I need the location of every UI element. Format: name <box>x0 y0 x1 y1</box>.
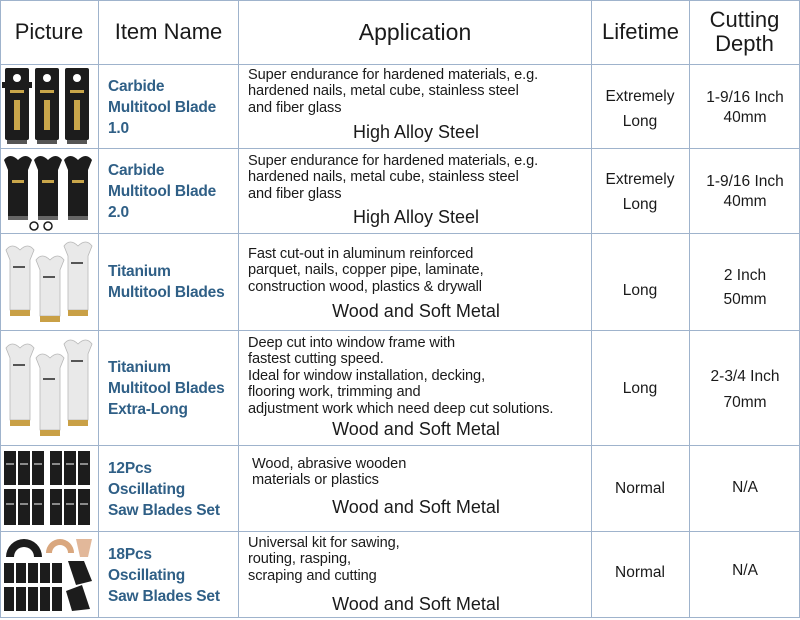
black-carbide-blades-v2-icon <box>2 150 96 232</box>
application-text: Super endurance for hardened materials, e.g. hardened nails, metal cube, stainless steel and fiber glass <box>248 153 539 202</box>
item-name-cell <box>108 151 236 231</box>
application-text: Super endurance for hardened materials, e.g. hardened nails, metal cube, stainless steel and fiber glass <box>248 67 539 116</box>
depth-line1: 1-9/16 Inch <box>706 173 784 190</box>
black-carbide-blades-icon <box>2 66 96 146</box>
item-name-line1: Titanium <box>108 263 171 280</box>
lifetime-line2: Long <box>622 196 658 213</box>
lifetime-line1: Extremely <box>605 171 675 188</box>
header-cutting-depth-line2: Depth <box>715 31 774 56</box>
lifetime-line1: Normal <box>615 480 665 497</box>
lifetime-value <box>592 84 688 134</box>
header-picture: Picture <box>14 19 84 44</box>
application-text: Deep cut into window frame with fastest cutting speed. Ideal for window installation, decking, flooring work, trimming and adjustment work which need deep cut solutions. <box>248 335 554 417</box>
lifetime-line1: Long <box>622 380 658 397</box>
item-name-cell <box>108 449 236 529</box>
material-label: Wood and Soft Metal <box>332 419 500 439</box>
item-name-line3: 2.0 <box>108 203 129 221</box>
item-name-cell <box>108 68 236 146</box>
item-name-line2: Multitool Blades <box>108 284 225 301</box>
item-name-line2: Multitool Blades <box>108 379 225 397</box>
depth-line2: 40mm <box>723 193 767 210</box>
item-name-cell <box>108 236 236 328</box>
lifetime-value <box>592 476 688 501</box>
cutting-depth-value <box>690 559 800 583</box>
lifetime-line1: Normal <box>615 564 665 581</box>
header-lifetime: Lifetime <box>601 19 680 44</box>
depth-line2: 70mm <box>723 394 767 411</box>
titanium-blades-icon <box>2 236 96 328</box>
material-label: Wood and Soft Metal <box>332 497 500 517</box>
item-name-line2: Multitool Blade <box>108 98 217 116</box>
item-name-cell <box>108 535 236 615</box>
lifetime-value <box>592 376 688 401</box>
item-name-line2: Oscillating <box>108 566 186 584</box>
item-name-line3: Saw Blades Set <box>108 587 220 605</box>
cutting-depth-value <box>690 364 800 416</box>
cutting-depth-value <box>690 264 800 312</box>
header-application: Application <box>358 19 472 45</box>
item-name-line3: Saw Blades Set <box>108 501 220 519</box>
header-cutting-depth-line1: Cutting <box>709 7 780 32</box>
item-name-line1: Carbide <box>108 161 165 179</box>
depth-line1: N/A <box>732 562 758 579</box>
material-label: Wood and Soft Metal <box>332 594 500 614</box>
depth-line1: 2-3/4 Inch <box>710 368 780 385</box>
blade-set-18-icon <box>2 535 96 615</box>
titanium-long-blades-icon <box>2 334 96 442</box>
item-name-line1: 12Pcs <box>108 459 152 477</box>
depth-line1: 2 Inch <box>723 267 767 284</box>
lifetime-value <box>592 560 688 585</box>
cutting-depth-value <box>690 172 800 212</box>
header-cutting-depth <box>690 0 799 64</box>
item-name-line3: Extra-Long <box>108 400 188 418</box>
depth-line2: 50mm <box>723 291 767 308</box>
item-name-line1: 18Pcs <box>108 545 152 563</box>
blade-set-12-icon <box>2 449 96 529</box>
lifetime-value <box>592 167 688 217</box>
application-text: Wood, abrasive wooden materials or plastics <box>252 456 407 489</box>
material-label: High Alloy Steel <box>352 207 480 227</box>
cutting-depth-value <box>690 88 800 128</box>
application-text: Universal kit for sawing, routing, rasping, scraping and cutting <box>248 535 400 584</box>
lifetime-value <box>592 278 688 303</box>
depth-line1: N/A <box>732 479 758 496</box>
item-name-cell <box>108 334 236 442</box>
header-item-name: Item Name <box>114 19 223 44</box>
item-name-line1: Titanium <box>108 358 171 376</box>
item-name-line2: Multitool Blade <box>108 182 217 200</box>
cutting-depth-value <box>690 476 800 500</box>
lifetime-line1: Long <box>622 282 658 299</box>
material-label: High Alloy Steel <box>352 122 480 142</box>
material-label: Wood and Soft Metal <box>332 301 500 321</box>
application-text: Fast cut-out in aluminum reinforced parquet, nails, copper pipe, laminate, construction wood, plastics & drywall <box>248 246 484 295</box>
lifetime-line1: Extremely <box>605 88 675 105</box>
item-name-line2: Oscillating <box>108 480 186 498</box>
depth-line1: 1-9/16 Inch <box>706 89 784 106</box>
lifetime-line2: Long <box>622 113 658 130</box>
item-name-line3: 1.0 <box>108 119 129 137</box>
item-name-line1: Carbide <box>108 77 165 95</box>
depth-line2: 40mm <box>723 109 767 126</box>
